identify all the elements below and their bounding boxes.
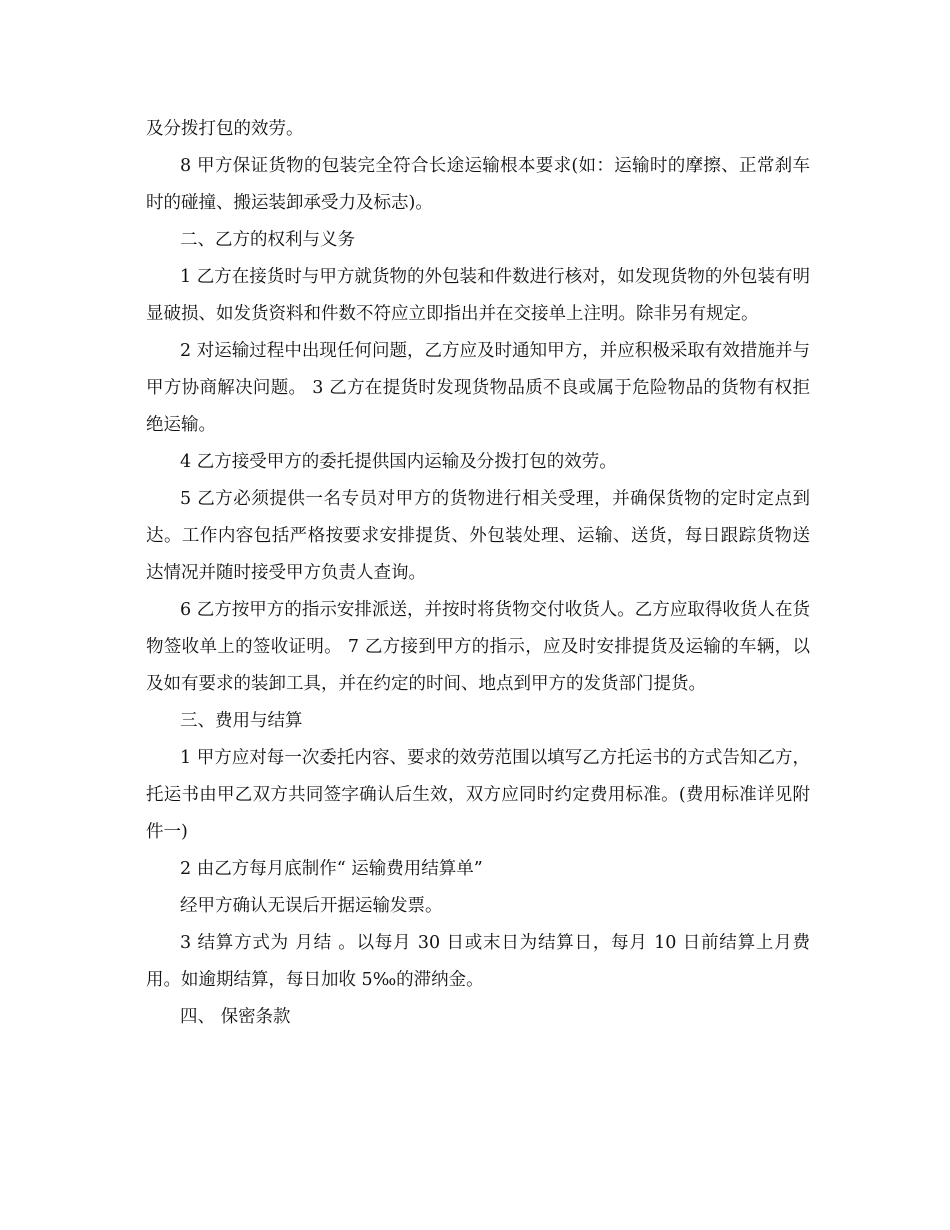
- paragraph-continuation: 及分拨打包的效劳。: [146, 119, 304, 139]
- section-heading-confidentiality: 四、 保密条款: [180, 1007, 291, 1027]
- clause-b5-specialist: 5 乙方必须提供一名专员对甲方的货物进行相关受理，并确保货物的定时定点到达。工作内容包括严格按要求安排提货、外包装处理、运输、送货，每日跟踪货物送达情况并随时接受甲方负责人查询。: [146, 489, 810, 583]
- clause-c2-statement: 2 由乙方每月底制作“ 运输费用结算单”: [180, 859, 483, 879]
- clause-c2-invoice: 经甲方确认无误后开据运输发票。: [180, 896, 443, 916]
- section-heading-party-b: 二、乙方的权利与义务: [180, 230, 355, 250]
- clause-b6-b7-delivery: 6 乙方按甲方的指示安排派送，并按时将货物交付收货人。乙方应取得收货人在货物签收单上的签收证明。 7 乙方接到甲方的指示，应及时安排提货及运输的车辆，以及如有要求的装卸工具，并在约定的时间、地点到甲方的发货部门提货。: [146, 600, 810, 694]
- clause-b4-services: 4 乙方接受甲方的委托提供国内运输及分拨打包的效劳。: [180, 452, 617, 472]
- clause-b1-inspection: 1 乙方在接货时与甲方就货物的外包装和件数进行核对，如发现货物的外包装有明显破损、如发货资料和件数不符应立即指出并在交接单上注明。除非另有规定。: [146, 267, 810, 324]
- clause-b2-b3-issues: 2 对运输过程中出现任何问题，乙方应及时通知甲方，并应积极采取有效措施并与甲方协商解决问题。 3 乙方在提货时发现货物品质不良或属于危险物品的货物有权拒绝运输。: [146, 341, 810, 435]
- section-heading-fees: 三、费用与结算: [180, 711, 303, 731]
- clause-c1-consignment: 1 甲方应对每一次委托内容、要求的效劳范围以填写乙方托运书的方式告知乙方，托运书由甲乙双方共同签字确认后生效，双方应同时约定费用标准。(费用标准详见附件一): [146, 748, 810, 842]
- clause-c3-settlement: 3 结算方式为 月结 。以每月 30 日或末日为结算日，每月 10 日前结算上月费用。如逾期结算，每日加收 5‰的滞纳金。: [146, 933, 810, 990]
- clause-a8-packaging: 8 甲方保证货物的包装完全符合长途运输根本要求(如：运输时的摩擦、正常刹车时的碰撞、搬运装卸承受力及标志)。: [146, 156, 810, 213]
- document-page: [146, 111, 810, 1036]
